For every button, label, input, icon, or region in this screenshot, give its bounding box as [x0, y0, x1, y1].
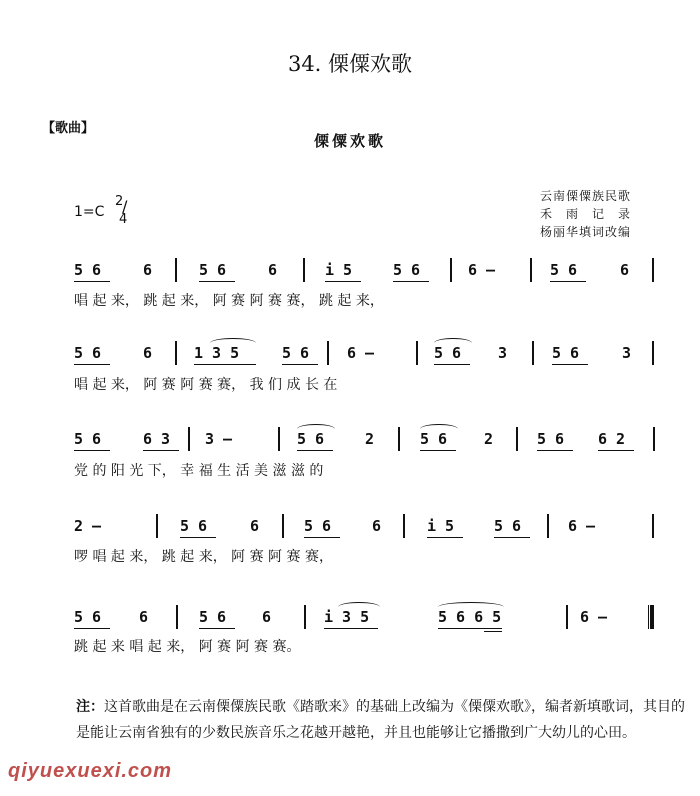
time-signature: [115, 194, 128, 227]
time-denominator: 4: [119, 212, 128, 227]
note-label: 注：: [76, 699, 104, 715]
note-group: 6 —: [580, 608, 608, 626]
bar-line: [403, 514, 405, 538]
note-group: i 5: [325, 261, 353, 279]
bar-line: [652, 258, 654, 282]
note-group: 5 6: [74, 430, 102, 448]
underline: [550, 281, 586, 282]
bar-line: [516, 427, 518, 451]
slur-mark: [338, 602, 380, 612]
note-group: 5 6: [282, 344, 310, 362]
category-label: 【歌曲】: [42, 121, 95, 136]
credit-line-1: 云南傈僳族民歌: [540, 189, 632, 203]
bar-line: [652, 341, 654, 365]
underline: [74, 281, 110, 282]
credit-line-2: 禾 雨 记 录: [540, 207, 632, 221]
note-group: 6 —: [347, 344, 375, 362]
slur-mark: [297, 424, 335, 434]
underline: [325, 281, 361, 282]
bar-line: [175, 341, 177, 365]
note-group: 5 6: [552, 344, 580, 362]
note-group: 5 6: [297, 430, 325, 448]
bar-line: [176, 605, 178, 629]
note-group: 5 6: [74, 344, 102, 362]
note-group: 6: [268, 261, 278, 279]
lyric-line: 唱 起 来， 跳 起 来， 阿 赛 阿 赛 赛， 跳 起 来，: [74, 293, 384, 309]
underline: [420, 450, 456, 451]
bar-line: [303, 258, 305, 282]
note-group: 6: [372, 517, 382, 535]
underline: [484, 631, 502, 632]
bar-line: [450, 258, 452, 282]
note-group: 6 2: [598, 430, 626, 448]
note-group: 5 6: [199, 608, 227, 626]
note-group: 2: [365, 430, 375, 448]
bar-line: [304, 605, 306, 629]
slur-mark: [434, 338, 472, 348]
lyric-line: 跳 起 来 唱 起 来， 阿 赛 阿 赛 赛。: [74, 639, 301, 655]
lyric-line: 唱 起 来， 阿 赛 阿 赛 赛， 我 们 成 长 在: [74, 377, 338, 393]
slur-mark: [210, 338, 256, 348]
final-barline: [648, 605, 654, 629]
note-group: 5 6: [494, 517, 522, 535]
note-group: i 3 5: [324, 608, 370, 626]
note-group: 2: [484, 430, 494, 448]
annotation-note: [76, 694, 688, 746]
time-numerator: 2: [115, 194, 124, 209]
underline: [304, 537, 340, 538]
underline: [427, 537, 463, 538]
underline: [74, 364, 110, 365]
note-group: 5 6: [199, 261, 227, 279]
note-group: 6 3: [143, 430, 171, 448]
note-group: 6: [620, 261, 630, 279]
page-title: 34. 傈僳欢歌: [287, 52, 413, 76]
note-group: 5 6: [434, 344, 462, 362]
note-body: 这首歌曲是在云南傈僳族民歌《踏歌来》的基础上改编为《傈僳欢歌》，编者新填歌词，其目的是能让云南省独有的少数民族音乐之花越开越艳，并且也能够让它播撒到广大幼儿的心田。: [76, 699, 685, 741]
underline: [74, 628, 110, 629]
bar-line: [416, 341, 418, 365]
note-group: 5 6: [74, 261, 102, 279]
underline: [393, 281, 429, 282]
time-slash: /: [122, 197, 128, 216]
bar-line: [282, 514, 284, 538]
note-group: 5 6: [550, 261, 578, 279]
bar-line: [652, 514, 654, 538]
underline: [143, 450, 179, 451]
underline: [552, 364, 588, 365]
note-group: 6: [250, 517, 260, 535]
underline: [199, 281, 235, 282]
bar-line: [175, 258, 177, 282]
note-group: 6 —: [568, 517, 596, 535]
note-group: 6: [143, 344, 153, 362]
note-group: 5 6: [74, 608, 102, 626]
underline: [180, 537, 216, 538]
underline: [74, 450, 110, 451]
underline: [598, 450, 634, 451]
note-group: i 5: [427, 517, 455, 535]
underline: [434, 364, 470, 365]
underline: [282, 364, 318, 365]
bar-line: [278, 427, 280, 451]
bar-line: [188, 427, 190, 451]
underline: [537, 450, 573, 451]
underline: [438, 628, 502, 629]
note-group: 2 —: [74, 517, 102, 535]
note-group: 6: [143, 261, 153, 279]
credit-line-3: 杨丽华填词改编: [540, 225, 632, 239]
bar-line: [327, 341, 329, 365]
lyric-line: 党 的 阳 光 下， 幸 福 生 活 美 滋 滋 的: [74, 463, 324, 479]
slur-mark: [438, 602, 504, 612]
note-group: 6: [139, 608, 149, 626]
note-group: 5 6: [304, 517, 332, 535]
note-group: 5 6: [420, 430, 448, 448]
bar-line: [530, 258, 532, 282]
slur-mark: [420, 424, 458, 434]
note-group: 5 6: [537, 430, 565, 448]
bar-line: [532, 341, 534, 365]
note-group: 5 6: [393, 261, 421, 279]
lyric-line: 啰 唱 起 来， 跳 起 来， 阿 赛 阿 赛 赛，: [74, 549, 333, 565]
bar-line: [156, 514, 158, 538]
underline: [324, 628, 378, 629]
underline: [199, 628, 235, 629]
note-group: 5 6 6 5: [438, 608, 502, 626]
underline: [297, 450, 333, 451]
note-group: 3: [622, 344, 632, 362]
bar-line: [566, 605, 568, 629]
note-group: 6: [262, 608, 272, 626]
note-group: 6 —: [468, 261, 496, 279]
bar-line: [398, 427, 400, 451]
watermark: qiyuexuexi.com: [8, 760, 173, 782]
note-group: 1 3 5: [194, 344, 240, 362]
bar-line: [653, 427, 655, 451]
note-group: 3: [498, 344, 508, 362]
underline: [494, 537, 530, 538]
key-signature: 1=C: [74, 204, 105, 220]
underline: [194, 364, 256, 365]
note-group: 3 —: [205, 430, 233, 448]
bar-line: [547, 514, 549, 538]
song-title: 傈僳欢歌: [313, 132, 386, 150]
note-group: 5 6: [180, 517, 208, 535]
